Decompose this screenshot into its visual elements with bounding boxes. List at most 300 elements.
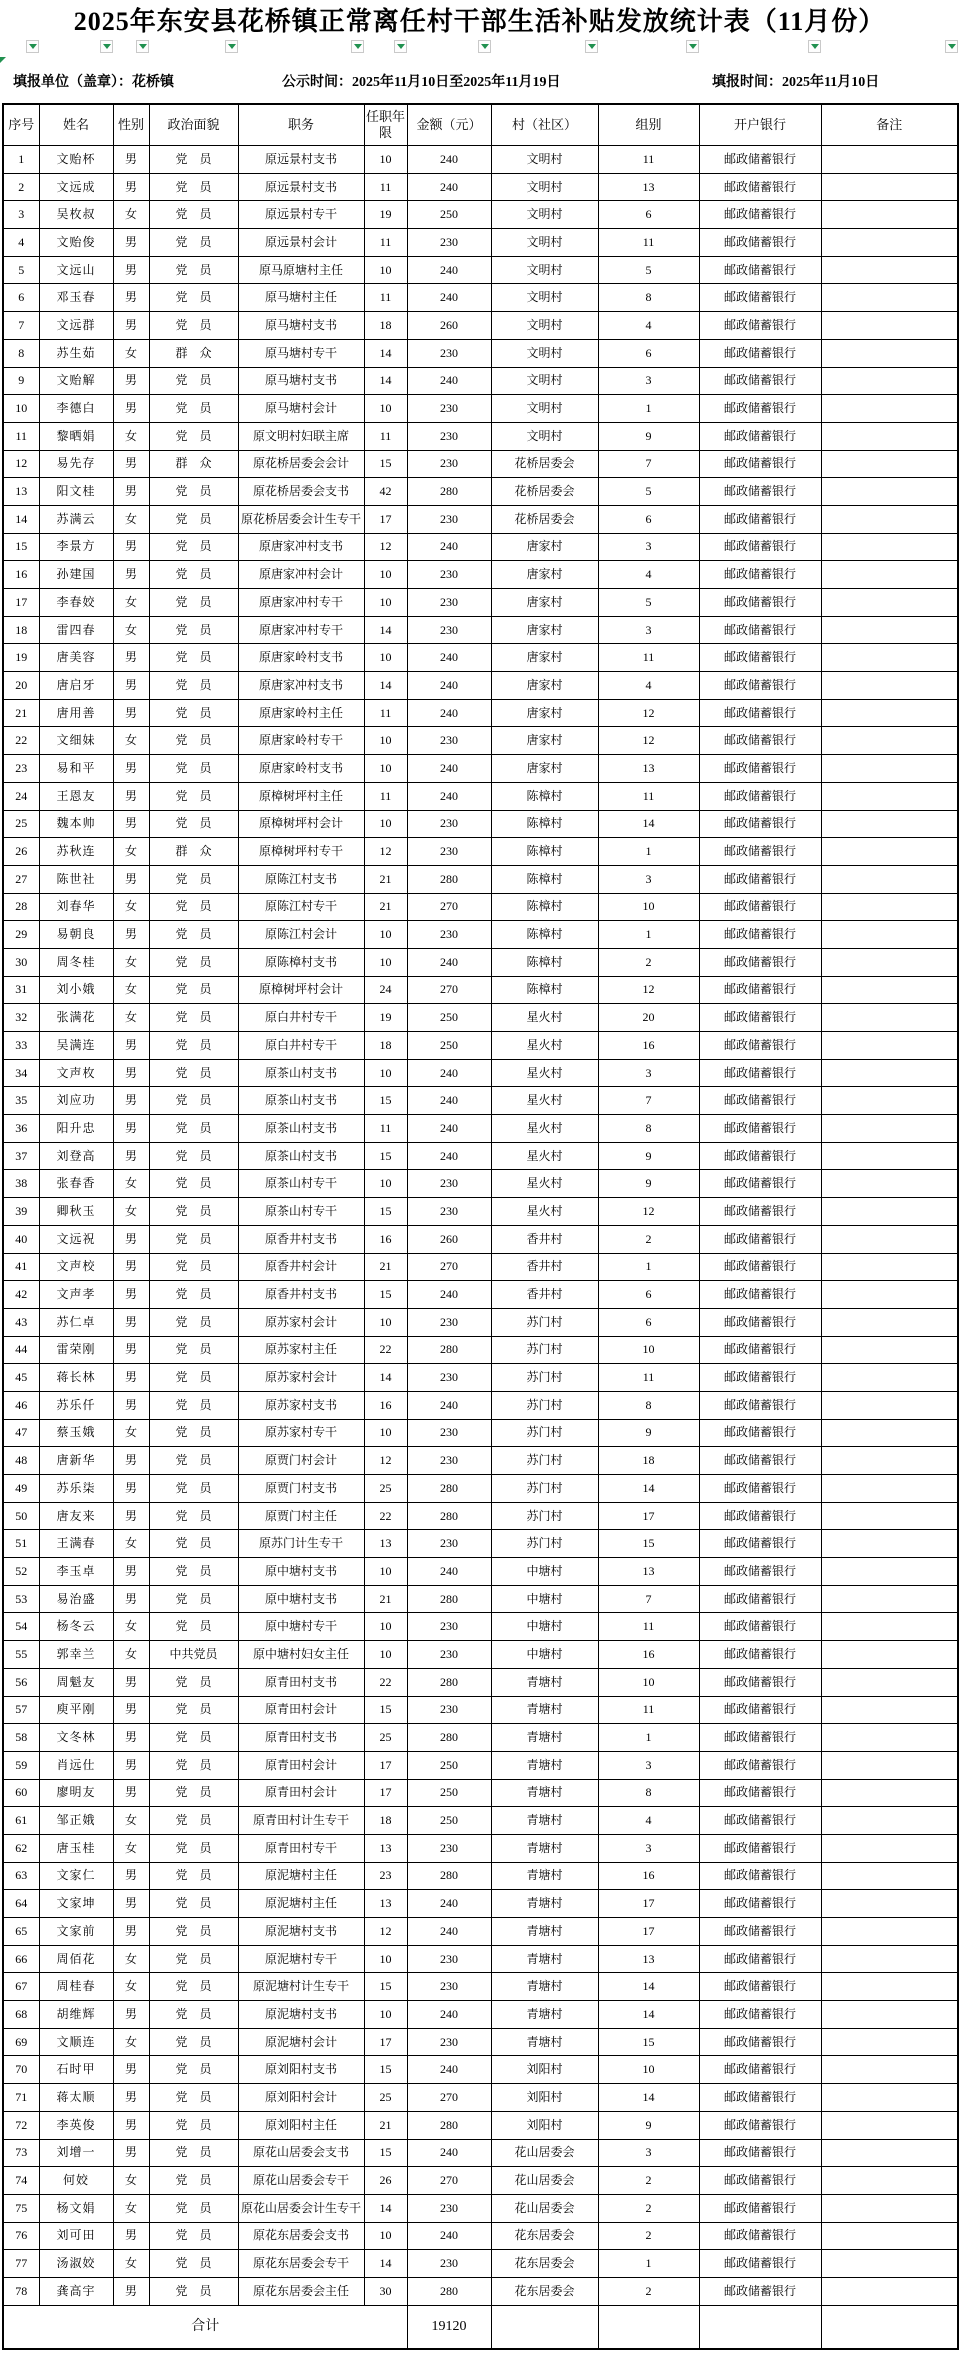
cell-index: 44 (3, 1336, 39, 1364)
cell-years: 11 (364, 284, 407, 312)
cell-position: 原陈江村会计 (238, 921, 364, 949)
cell-bank: 邮政储蓄银行 (699, 146, 821, 174)
cell-years: 21 (364, 893, 407, 921)
cell-group: 3 (598, 865, 699, 893)
cell-index: 67 (3, 1973, 39, 2001)
cell-village: 香井村 (491, 1225, 598, 1253)
cell-gender: 女 (113, 727, 149, 755)
cell-village: 苏门村 (491, 1475, 598, 1503)
cell-index: 62 (3, 1834, 39, 1862)
cell-remarks (821, 339, 958, 367)
cell-position: 原花山居委会专干 (238, 2167, 364, 2195)
cell-bank: 邮政储蓄银行 (699, 229, 821, 257)
cell-political-status: 党 员 (149, 1724, 238, 1752)
cell-bank: 邮政储蓄银行 (699, 2084, 821, 2112)
cell-position: 原唐家岭村支书 (238, 755, 364, 783)
cell-years: 15 (364, 1198, 407, 1226)
cell-amount: 280 (407, 2277, 491, 2305)
cell-bank: 邮政储蓄银行 (699, 312, 821, 340)
table-row (3, 644, 958, 672)
cell-gender: 女 (113, 616, 149, 644)
cell-index: 19 (3, 644, 39, 672)
cell-index: 7 (3, 312, 39, 340)
cell-village: 陈樟村 (491, 976, 598, 1004)
cell-village: 星火村 (491, 1198, 598, 1226)
table-row (3, 755, 958, 783)
cell-name: 张满花 (39, 1004, 113, 1032)
cell-amount: 230 (407, 422, 491, 450)
cell-position: 原刘阳村会计 (238, 2084, 364, 2112)
cell-years: 26 (364, 2167, 407, 2195)
cell-amount: 230 (407, 1530, 491, 1558)
cell-index: 14 (3, 505, 39, 533)
cell-index: 61 (3, 1807, 39, 1835)
cell-position: 原苏门计生专干 (238, 1530, 364, 1558)
cell-name: 邓玉春 (39, 284, 113, 312)
cell-index: 63 (3, 1862, 39, 1890)
cell-position: 原苏家村主任 (238, 1336, 364, 1364)
cell-name: 易和平 (39, 755, 113, 783)
cell-bank: 邮政储蓄银行 (699, 1087, 821, 1115)
table-row (3, 1059, 958, 1087)
cell-position: 原青田村计生专干 (238, 1807, 364, 1835)
cell-village: 青塘村 (491, 1862, 598, 1890)
cell-years: 30 (364, 2277, 407, 2305)
cell-political-status: 党 员 (149, 2084, 238, 2112)
cell-remarks (821, 173, 958, 201)
cell-position: 原唐家冲村专干 (238, 589, 364, 617)
cell-years: 11 (364, 422, 407, 450)
cell-group: 11 (598, 1613, 699, 1641)
cell-political-status: 党 员 (149, 395, 238, 423)
cell-group: 15 (598, 1530, 699, 1558)
fill-time-label: 填报时间：2025年11月10日 (712, 75, 880, 90)
cell-years: 17 (364, 505, 407, 533)
cell-years: 10 (364, 2001, 407, 2029)
table-row (3, 1641, 958, 1669)
cell-political-status: 党 员 (149, 367, 238, 395)
filter-dropdown-icon[interactable] (808, 40, 821, 53)
cell-bank: 邮政储蓄银行 (699, 699, 821, 727)
cell-group: 3 (598, 616, 699, 644)
cell-bank: 邮政储蓄银行 (699, 1475, 821, 1503)
cell-amount: 230 (407, 727, 491, 755)
cell-index: 6 (3, 284, 39, 312)
cell-village: 花东居委会 (491, 2277, 598, 2305)
cell-amount: 230 (407, 589, 491, 617)
cell-index: 47 (3, 1419, 39, 1447)
cell-amount: 240 (407, 1890, 491, 1918)
cell-amount: 240 (407, 173, 491, 201)
cell-group: 10 (598, 2056, 699, 2084)
cell-name: 李玉卓 (39, 1558, 113, 1586)
cell-gender: 女 (113, 2250, 149, 2278)
cell-years: 14 (364, 2194, 407, 2222)
cell-years: 25 (364, 1475, 407, 1503)
cell-index: 31 (3, 976, 39, 1004)
cell-group: 4 (598, 312, 699, 340)
cell-position: 原马塘村专干 (238, 339, 364, 367)
table-row (3, 1918, 958, 1946)
cell-amount: 230 (407, 561, 491, 589)
cell-group: 8 (598, 1115, 699, 1143)
cell-village: 唐家村 (491, 561, 598, 589)
cell-group: 7 (598, 450, 699, 478)
table-row (3, 395, 958, 423)
cell-remarks (821, 893, 958, 921)
table-row (3, 589, 958, 617)
cell-years: 15 (364, 2056, 407, 2084)
cell-gender: 女 (113, 201, 149, 229)
filter-dropdown-icon[interactable] (394, 40, 407, 53)
cell-bank: 邮政储蓄银行 (699, 1751, 821, 1779)
cell-amount: 270 (407, 2084, 491, 2112)
cell-gender: 男 (113, 2056, 149, 2084)
cell-name: 龚高宇 (39, 2277, 113, 2305)
cell-village: 青塘村 (491, 1973, 598, 2001)
cell-name: 苏仁卓 (39, 1308, 113, 1336)
cell-years: 14 (364, 1364, 407, 1392)
table-row (3, 533, 958, 561)
cell-village: 青塘村 (491, 2001, 598, 2029)
cell-index: 54 (3, 1613, 39, 1641)
cell-name: 唐美容 (39, 644, 113, 672)
cell-amount: 230 (407, 1447, 491, 1475)
cell-remarks (821, 1087, 958, 1115)
cell-years: 10 (364, 1308, 407, 1336)
cell-bank: 邮政储蓄银行 (699, 1391, 821, 1419)
cell-political-status: 党 员 (149, 1502, 238, 1530)
cell-group: 3 (598, 367, 699, 395)
cell-index: 46 (3, 1391, 39, 1419)
cell-amount: 240 (407, 2222, 491, 2250)
cell-bank: 邮政储蓄银行 (699, 2028, 821, 2056)
cell-index: 39 (3, 1198, 39, 1226)
cell-name: 卿秋玉 (39, 1198, 113, 1226)
cell-years: 14 (364, 2250, 407, 2278)
cell-years: 10 (364, 1641, 407, 1669)
cell-gender: 男 (113, 1502, 149, 1530)
cell-bank: 邮政储蓄银行 (699, 755, 821, 783)
triangle-down-glyph (397, 44, 405, 49)
total-empty-cell (699, 2305, 821, 2349)
cell-bank: 邮政储蓄银行 (699, 1253, 821, 1281)
cell-position: 原青田村会计 (238, 1696, 364, 1724)
table-row (3, 256, 958, 284)
cell-political-status: 党 员 (149, 2001, 238, 2029)
cell-village: 青塘村 (491, 2028, 598, 2056)
cell-group: 13 (598, 1945, 699, 1973)
col-header-village: 村（社区） (491, 104, 598, 146)
cell-position: 原贾门村主任 (238, 1502, 364, 1530)
cell-years: 10 (364, 395, 407, 423)
cell-remarks (821, 1668, 958, 1696)
cell-group: 2 (598, 948, 699, 976)
cell-amount: 270 (407, 2167, 491, 2195)
triangle-down-glyph (811, 44, 819, 49)
cell-political-status: 党 员 (149, 1281, 238, 1309)
cell-group: 3 (598, 1834, 699, 1862)
cell-bank: 邮政储蓄银行 (699, 478, 821, 506)
cell-remarks (821, 1502, 958, 1530)
cell-position: 原泥塘村会计 (238, 2028, 364, 2056)
cell-remarks (821, 2250, 958, 2278)
cell-name: 王恩友 (39, 782, 113, 810)
cell-village: 陈樟村 (491, 838, 598, 866)
cell-group: 10 (598, 1668, 699, 1696)
cell-index: 10 (3, 395, 39, 423)
filter-dropdown-icon[interactable] (945, 40, 958, 53)
cell-political-status: 党 员 (149, 672, 238, 700)
cell-remarks (821, 1364, 958, 1392)
cell-amount: 230 (407, 395, 491, 423)
cell-amount: 280 (407, 865, 491, 893)
cell-name: 易先存 (39, 450, 113, 478)
cell-amount: 280 (407, 478, 491, 506)
triangle-down-glyph (29, 44, 37, 49)
cell-gender: 男 (113, 284, 149, 312)
col-header-amount: 金额（元） (407, 104, 491, 146)
cell-political-status: 党 员 (149, 1087, 238, 1115)
cell-remarks (821, 312, 958, 340)
cell-bank: 邮政储蓄银行 (699, 921, 821, 949)
cell-name: 苏乐柒 (39, 1475, 113, 1503)
table-row (3, 1779, 958, 1807)
cell-group: 11 (598, 146, 699, 174)
cell-political-status: 党 员 (149, 1696, 238, 1724)
cell-index: 53 (3, 1585, 39, 1613)
table-row (3, 1308, 958, 1336)
cell-bank: 邮政储蓄银行 (699, 1696, 821, 1724)
filter-dropdown-icon[interactable] (26, 40, 39, 53)
cell-remarks (821, 422, 958, 450)
cell-village: 青塘村 (491, 1807, 598, 1835)
cell-gender: 男 (113, 229, 149, 257)
cell-gender: 男 (113, 395, 149, 423)
cell-political-status: 党 员 (149, 644, 238, 672)
filter-dropdown-icon[interactable] (585, 40, 598, 53)
cell-group: 5 (598, 478, 699, 506)
cell-name: 文远成 (39, 173, 113, 201)
triangle-down-glyph (354, 44, 362, 49)
cell-index: 60 (3, 1779, 39, 1807)
cell-gender: 女 (113, 1419, 149, 1447)
cell-political-status: 党 员 (149, 1447, 238, 1475)
cell-village: 花桥居委会 (491, 450, 598, 478)
cell-remarks (821, 450, 958, 478)
cell-remarks (821, 1890, 958, 1918)
cell-group: 4 (598, 672, 699, 700)
cell-group: 7 (598, 1087, 699, 1115)
cell-index: 40 (3, 1225, 39, 1253)
cell-village: 花山居委会 (491, 2167, 598, 2195)
cell-remarks (821, 1751, 958, 1779)
cell-political-status: 党 员 (149, 2222, 238, 2250)
cell-political-status: 党 员 (149, 1918, 238, 1946)
table-row (3, 1225, 958, 1253)
cell-index: 11 (3, 422, 39, 450)
cell-position: 原远景村支书 (238, 146, 364, 174)
cell-remarks (821, 1004, 958, 1032)
cell-position: 原马塘村支书 (238, 367, 364, 395)
cell-gender: 男 (113, 312, 149, 340)
cell-amount: 250 (407, 1779, 491, 1807)
cell-group: 10 (598, 893, 699, 921)
cell-position: 原白井村专干 (238, 1004, 364, 1032)
cell-index: 18 (3, 616, 39, 644)
cell-index: 13 (3, 478, 39, 506)
cell-name: 文声校 (39, 1253, 113, 1281)
cell-amount: 230 (407, 1834, 491, 1862)
cell-group: 2 (598, 1225, 699, 1253)
cell-remarks (821, 2084, 958, 2112)
cell-amount: 230 (407, 838, 491, 866)
cell-years: 22 (364, 1336, 407, 1364)
filter-dropdown-icon[interactable] (478, 40, 491, 53)
cell-group: 1 (598, 1253, 699, 1281)
table-row (3, 1281, 958, 1309)
cell-bank: 邮政储蓄银行 (699, 1530, 821, 1558)
cell-years: 14 (364, 339, 407, 367)
table-row (3, 782, 958, 810)
cell-amount: 240 (407, 1558, 491, 1586)
table-row (3, 1502, 958, 1530)
filter-dropdown-icon[interactable] (351, 40, 364, 53)
cell-village: 唐家村 (491, 727, 598, 755)
filter-dropdown-icon[interactable] (225, 40, 238, 53)
cell-index: 30 (3, 948, 39, 976)
table-row (3, 1391, 958, 1419)
cell-political-status: 党 员 (149, 146, 238, 174)
cell-remarks (821, 2001, 958, 2029)
cell-name: 唐用善 (39, 699, 113, 727)
cell-village: 唐家村 (491, 616, 598, 644)
cell-index: 15 (3, 533, 39, 561)
cell-years: 25 (364, 2084, 407, 2112)
cell-political-status: 党 员 (149, 561, 238, 589)
cell-years: 15 (364, 1087, 407, 1115)
cell-name: 黎晒娟 (39, 422, 113, 450)
cell-gender: 男 (113, 1087, 149, 1115)
cell-index: 77 (3, 2250, 39, 2278)
cell-years: 16 (364, 1391, 407, 1419)
table-row (3, 976, 958, 1004)
cell-index: 52 (3, 1558, 39, 1586)
filter-dropdown-icon[interactable] (136, 40, 149, 53)
cell-bank: 邮政储蓄银行 (699, 2001, 821, 2029)
page-title: 2025年东安县花桥镇正常离任村干部生活补贴发放统计表（11月份） (73, 7, 886, 36)
cell-position: 原中塘村妇女主任 (238, 1641, 364, 1669)
table-row (3, 1004, 958, 1032)
table-row (3, 1724, 958, 1752)
cell-political-status: 党 员 (149, 1419, 238, 1447)
cell-years: 15 (364, 450, 407, 478)
cell-remarks (821, 699, 958, 727)
cell-remarks (821, 2111, 958, 2139)
cell-village: 中塘村 (491, 1558, 598, 1586)
cell-political-status: 党 员 (149, 256, 238, 284)
col-header-political-status: 政治面貌 (149, 104, 238, 146)
cell-group: 11 (598, 1364, 699, 1392)
cell-political-status: 党 员 (149, 1225, 238, 1253)
cell-political-status: 党 员 (149, 976, 238, 1004)
cell-index: 73 (3, 2139, 39, 2167)
cell-index: 68 (3, 2001, 39, 2029)
cell-village: 星火村 (491, 1032, 598, 1060)
cell-village: 文明村 (491, 229, 598, 257)
cell-village: 唐家村 (491, 755, 598, 783)
cell-amount: 240 (407, 1115, 491, 1143)
cell-remarks (821, 2028, 958, 2056)
cell-political-status: 党 员 (149, 1890, 238, 1918)
cell-political-status: 党 员 (149, 284, 238, 312)
cell-years: 25 (364, 1724, 407, 1752)
cell-village: 文明村 (491, 256, 598, 284)
cell-gender: 男 (113, 1890, 149, 1918)
cell-political-status: 党 员 (149, 1391, 238, 1419)
cell-group: 9 (598, 1419, 699, 1447)
cell-name: 苏满云 (39, 505, 113, 533)
filter-dropdown-icon[interactable] (686, 40, 699, 53)
cell-index: 69 (3, 2028, 39, 2056)
cell-position: 原中塘村专干 (238, 1613, 364, 1641)
cell-amount: 230 (407, 1973, 491, 2001)
header-row (3, 104, 958, 146)
table-row (3, 367, 958, 395)
cell-amount: 240 (407, 146, 491, 174)
cell-group: 12 (598, 727, 699, 755)
cell-position: 原樟树坪村会计 (238, 976, 364, 1004)
cell-amount: 240 (407, 699, 491, 727)
cell-position: 原花东居委会专干 (238, 2250, 364, 2278)
cell-gender: 男 (113, 1281, 149, 1309)
cell-group: 2 (598, 2222, 699, 2250)
triangle-down-glyph (103, 44, 111, 49)
cell-gender: 男 (113, 1668, 149, 1696)
cell-remarks (821, 2194, 958, 2222)
cell-years: 21 (364, 1253, 407, 1281)
cell-position: 原唐家冲村支书 (238, 533, 364, 561)
table-row (3, 921, 958, 949)
cell-group: 10 (598, 1336, 699, 1364)
cell-village: 陈樟村 (491, 865, 598, 893)
cell-years: 14 (364, 367, 407, 395)
cell-index: 56 (3, 1668, 39, 1696)
cell-remarks (821, 1198, 958, 1226)
cell-remarks (821, 1225, 958, 1253)
cell-village: 青塘村 (491, 1724, 598, 1752)
cell-remarks (821, 201, 958, 229)
cell-position: 原贾门村会计 (238, 1447, 364, 1475)
cell-political-status: 党 员 (149, 1115, 238, 1143)
cell-village: 唐家村 (491, 644, 598, 672)
cell-remarks (821, 782, 958, 810)
cell-village: 中塘村 (491, 1613, 598, 1641)
cell-gender: 男 (113, 1364, 149, 1392)
cell-group: 17 (598, 1502, 699, 1530)
table-row (3, 2139, 958, 2167)
cell-bank: 邮政储蓄银行 (699, 727, 821, 755)
cell-group: 5 (598, 256, 699, 284)
table-row (3, 1945, 958, 1973)
cell-bank: 邮政储蓄银行 (699, 1308, 821, 1336)
cell-position: 原马塘村主任 (238, 284, 364, 312)
cell-name: 蔡玉娥 (39, 1419, 113, 1447)
cell-amount: 230 (407, 921, 491, 949)
cell-flag-icon (0, 57, 6, 63)
cell-years: 15 (364, 2139, 407, 2167)
filter-dropdown-icon[interactable] (100, 40, 113, 53)
